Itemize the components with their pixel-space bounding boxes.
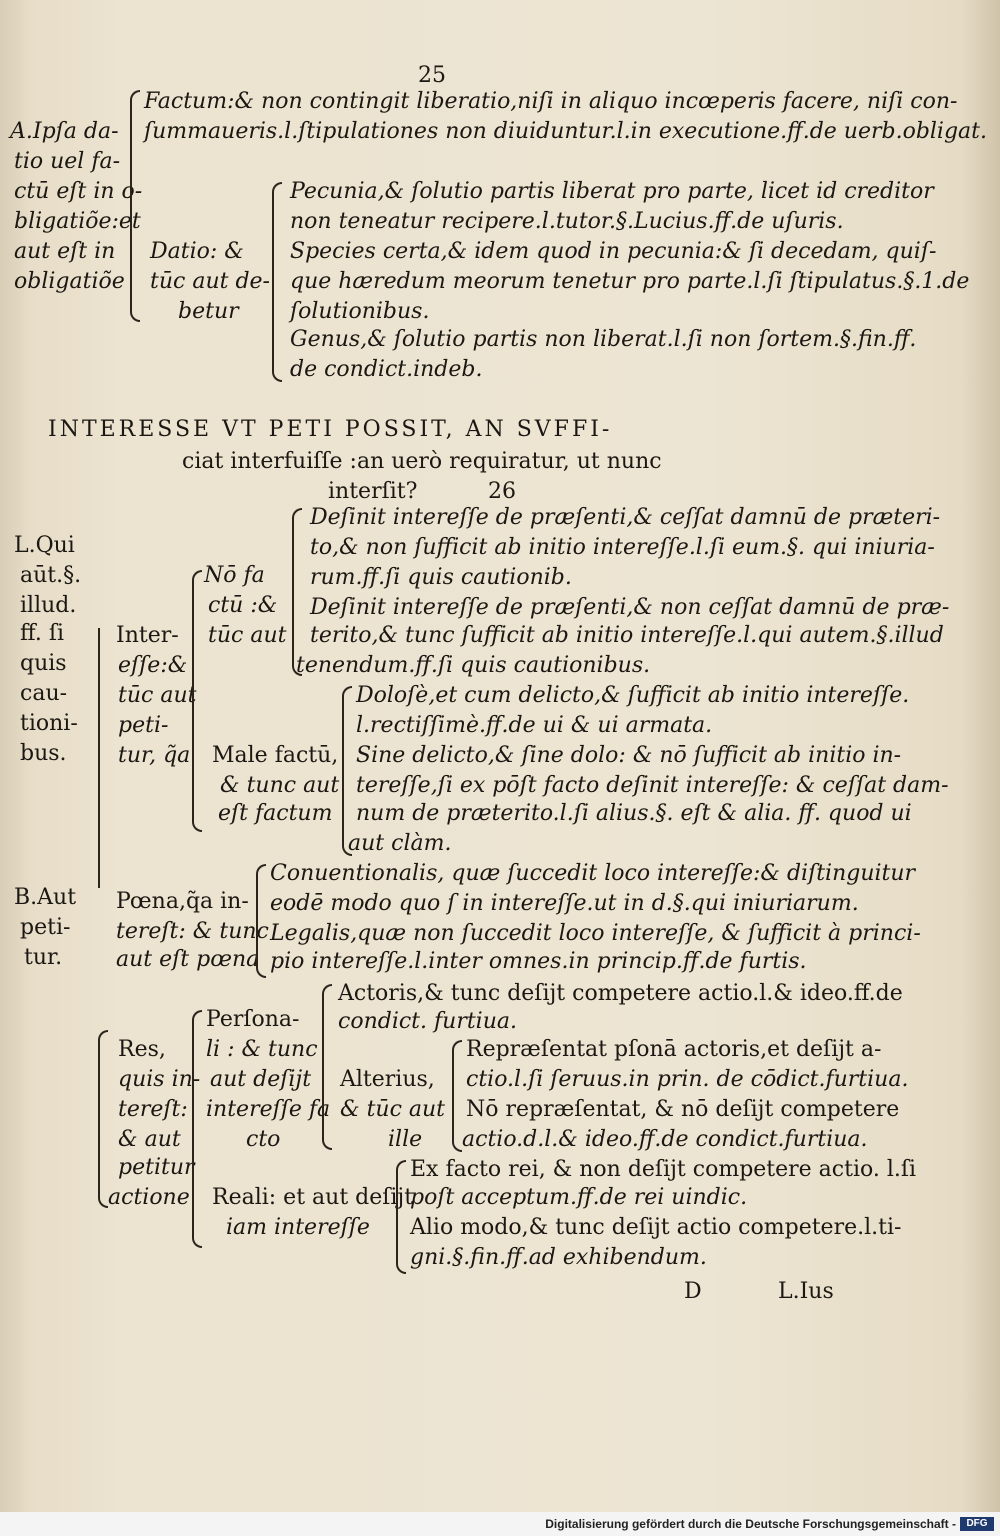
reali-item: gni.§.fin.ff.ad exhibendum. bbox=[410, 1245, 707, 1270]
non-factum-item: Deſinit intereſſe de præſenti,& non ceſſat damnū de præ- bbox=[310, 595, 950, 620]
interesse-label: peti- bbox=[118, 713, 169, 738]
personali-label: li : & tunc bbox=[206, 1037, 318, 1062]
section-heading: interſit? bbox=[328, 479, 418, 504]
alterius-label: ille bbox=[388, 1127, 423, 1152]
datio-item: de condict.indeb. bbox=[290, 357, 483, 382]
alterius-item: ctio.l.ſi ſeruus.in prin. de cōdict.furtiua. bbox=[466, 1067, 909, 1092]
poena-item: eodē modo quo ſ in intereſſe.ut in d.§.qui iniuriarum. bbox=[270, 891, 859, 916]
actoris-line: condict. furtiua. bbox=[338, 1009, 517, 1034]
male-factum-label: & tunc aut bbox=[220, 773, 340, 798]
brace bbox=[192, 1010, 202, 1248]
margin-note: peti- bbox=[20, 915, 71, 940]
brace bbox=[292, 508, 302, 676]
poena-item: pio intereſſe.l.inter omnes.in princip.ff.de furtis. bbox=[270, 949, 807, 974]
non-factum-label: ctū :& bbox=[208, 593, 278, 618]
alterius-item: Repræſentat pſonā actoris,et deſijt a- bbox=[466, 1037, 882, 1062]
section-heading: ciat interfuiſſe :an uerò requiratur, ut nunc bbox=[182, 449, 662, 474]
personali-label: Perſona- bbox=[206, 1007, 300, 1032]
datio-item: que hæredum meorum tenetur pro parte.l.ſi ſtipulatus.§.1.de bbox=[290, 269, 970, 294]
male-factum-label: eſt factum bbox=[218, 801, 333, 826]
dfg-logo: DFG bbox=[960, 1517, 994, 1531]
margin-note: obligatiõe bbox=[14, 269, 125, 294]
res-label: quis in- bbox=[118, 1067, 201, 1092]
margin-note: aūt.§. bbox=[20, 563, 82, 588]
personali-label: intereſſe fa bbox=[206, 1097, 331, 1122]
brace-line bbox=[98, 628, 100, 888]
reali-label: iam intereſſe bbox=[226, 1215, 370, 1240]
male-factum-item: Sine delicto,& ſine dolo: & nō ſufficit ab initio in- bbox=[356, 743, 902, 768]
non-factum-label: Nō fa bbox=[204, 563, 265, 588]
non-factum-label: tūc aut bbox=[208, 623, 287, 648]
brace bbox=[98, 1030, 108, 1208]
male-factum-item: aut clàm. bbox=[348, 831, 452, 856]
margin-note: A.Ipſa da- bbox=[10, 119, 119, 144]
brace bbox=[256, 864, 266, 978]
reali-item: Ex facto rei, & non deſijt competere actio. l.ſi bbox=[410, 1157, 917, 1182]
footer-credit: Digitalisierung gefördert durch die Deutsche Forschungsgemeinschaft - bbox=[545, 1517, 956, 1531]
male-factum-item: num de præterito.l.ſi alius.§. eſt & alia. ff. quod ui bbox=[356, 801, 912, 826]
datio-item: Genus,& ſolutio partis non liberat.l.ſi non ſortem.§.fin.ff. bbox=[290, 327, 917, 352]
factum-line: Factum:& non contingit liberatio,niſi in aliquo incœperis facere, niſi con- bbox=[144, 89, 958, 114]
brace bbox=[272, 182, 282, 382]
res-label: Res, bbox=[118, 1037, 166, 1062]
datio-label: Datio: & bbox=[150, 239, 244, 264]
section-number: 26 bbox=[488, 479, 516, 504]
margin-note: aut eſt in bbox=[14, 239, 116, 264]
margin-note: ff. ſi bbox=[20, 621, 65, 646]
margin-note: tur. bbox=[24, 945, 63, 970]
margin-note: quis bbox=[20, 651, 67, 676]
actoris-line: Actoris,& tunc deſijt competere actio.l.& ideo.ff.de bbox=[338, 981, 903, 1006]
datio-item: ſolutionibus. bbox=[290, 299, 430, 324]
poena-item: Legalis,quæ non ſuccedit loco intereſſe, & ſufficit à princi- bbox=[270, 921, 921, 946]
alterius-item: Nō repræſentat, & nō deſijt competere bbox=[466, 1097, 900, 1122]
footer-bar bbox=[0, 1512, 1000, 1536]
margin-note: tio uel fa- bbox=[14, 149, 121, 174]
res-label: petitur bbox=[118, 1155, 195, 1180]
margin-note: bligatiõe:et bbox=[14, 209, 141, 234]
datio-item: Species certa,& idem quod in pecunia:& ſi decedam, quiſ- bbox=[290, 239, 937, 264]
catchword: L.Ius bbox=[778, 1279, 834, 1304]
margin-note: illud. bbox=[20, 593, 77, 618]
datio-label: betur bbox=[178, 299, 239, 324]
interesse-label: eſſe:& bbox=[118, 653, 188, 678]
alterius-label: & tūc aut bbox=[340, 1097, 446, 1122]
reali-item: poſt acceptum.ff.de rei uindic. bbox=[410, 1185, 748, 1210]
poena-item: Conuentionalis, quæ ſuccedit loco intereſſe:& diſtinguitur bbox=[270, 861, 916, 886]
reali-item: Alio modo,& tunc deſijt actio competere.l.ti- bbox=[410, 1215, 902, 1240]
alterius-label: Alterius, bbox=[340, 1067, 435, 1092]
margin-note: cau- bbox=[20, 681, 68, 706]
brace bbox=[322, 984, 332, 1150]
brace bbox=[396, 1160, 406, 1274]
margin-note: ctū eſt in o- bbox=[14, 179, 143, 204]
interesse-label: Inter- bbox=[116, 623, 179, 648]
brace bbox=[130, 90, 140, 322]
brace bbox=[452, 1040, 462, 1152]
non-factum-item: terito,& tunc ſufficit ab initio intereſſe.l.qui autem.§.illud bbox=[310, 623, 944, 648]
male-factum-label: Male factū, bbox=[212, 743, 339, 768]
personali-label: cto bbox=[246, 1127, 281, 1152]
non-factum-item: Deſinit intereſſe de præſenti,& ceſſat damnū de præteri- bbox=[310, 505, 941, 530]
margin-note: tioni- bbox=[20, 711, 78, 736]
res-label: & aut bbox=[118, 1127, 181, 1152]
non-factum-item: to,& non ſufficit ab initio intereſſe.l.ſi eum.§. qui iniuria- bbox=[310, 535, 935, 560]
interesse-label: tur, q̃a bbox=[118, 743, 191, 768]
poena-label: aut eſt pœna bbox=[116, 947, 260, 972]
non-factum-item: tenendum.ff.ſi quis cautionibus. bbox=[296, 653, 651, 678]
datio-item: non teneatur recipere.l.tutor.§.Lucius.ff.de uſuris. bbox=[290, 209, 844, 234]
poena-label: Pœna,q̃a in- bbox=[116, 889, 249, 914]
brace bbox=[192, 570, 202, 832]
margin-note: L.Qui bbox=[14, 533, 75, 558]
alterius-item: actio.d.l.& ideo.ff.de condict.furtiua. bbox=[462, 1127, 868, 1152]
reali-label: Reali: et aut deſijt bbox=[212, 1185, 414, 1210]
poena-label: tereſt: & tunc bbox=[116, 919, 269, 944]
section-heading: INTERESSE VT PETI POSSIT, AN SVFFI- bbox=[48, 417, 613, 442]
datio-item: Pecunia,& ſolutio partis liberat pro parte, licet id creditor bbox=[290, 179, 934, 204]
male-factum-item: l.rectiſſimè.ff.de ui & ui armata. bbox=[356, 713, 713, 738]
personali-label: aut deſijt bbox=[210, 1067, 312, 1092]
male-factum-item: tereſſe,ſi ex pōſt facto deſinit intereſſe: & ceſſat dam- bbox=[356, 773, 949, 798]
res-label: tereſt: bbox=[118, 1097, 188, 1122]
res-label: actione bbox=[108, 1185, 190, 1210]
interesse-label: tūc aut bbox=[118, 683, 197, 708]
non-factum-item: rum.ff.ſi quis cautionib. bbox=[310, 565, 572, 590]
signature-mark: D bbox=[684, 1279, 702, 1304]
male-factum-item: Doloſè,et cum delicto,& ſufficit ab initio intereſſe. bbox=[356, 683, 910, 708]
margin-note: bus. bbox=[20, 741, 67, 766]
margin-note: B.Aut bbox=[14, 885, 77, 910]
page-number: 25 bbox=[418, 63, 446, 88]
factum-line: ſummaueris.l.ſtipulationes non diuiduntur.l.in executione.ff.de uerb.obligat. bbox=[144, 119, 988, 144]
datio-label: tūc aut de- bbox=[150, 269, 270, 294]
